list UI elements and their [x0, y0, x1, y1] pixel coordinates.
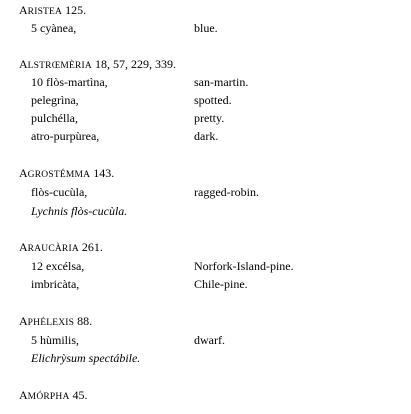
entry-heading	[19, 3, 86, 19]
heading-refs: 18, 57, 229, 339.	[94, 57, 176, 71]
heading-initial: A	[19, 3, 28, 17]
english-name: ragged-robin.	[194, 185, 259, 199]
heading-refs: 125.	[65, 3, 87, 17]
english-name: Norfork-Island-pine.	[194, 259, 294, 273]
entry-heading	[19, 240, 103, 256]
latin-name: 5 hùmilis,	[31, 333, 80, 347]
english-name: Chile-pine.	[194, 277, 248, 291]
heading-refs: 45.	[72, 388, 88, 402]
english-name: dwarf.	[194, 333, 225, 347]
heading-initial: A	[19, 166, 28, 180]
latin-name: flòs-cucùla,	[31, 185, 88, 199]
heading-refs: 88.	[77, 314, 93, 328]
latin-name: 10 flòs-martìna,	[31, 75, 108, 89]
heading-initial: A	[19, 57, 28, 71]
heading-initial: A	[19, 240, 28, 254]
synonym-name: Lychnis flòs-cucùla.	[31, 204, 128, 218]
heading-initial: A	[19, 388, 28, 402]
entry-heading	[19, 314, 92, 330]
english-name: blue.	[194, 21, 218, 35]
heading-name: RISTEA	[27, 7, 63, 17]
heading-refs: 261.	[81, 240, 103, 254]
heading-initial: A	[19, 314, 28, 328]
english-name: san-martin.	[194, 75, 249, 89]
english-name: pretty.	[194, 111, 225, 125]
synonym-name: Elichrỳsum spectábile.	[31, 351, 141, 365]
heading-name: MÓRPHA	[27, 392, 70, 402]
latin-name: pulchélla,	[31, 111, 78, 125]
heading-name: PHÉLEXIS	[27, 318, 75, 328]
english-name: dark.	[194, 129, 219, 143]
latin-name: atro-purpùrea,	[31, 129, 100, 143]
heading-refs: 143.	[93, 166, 115, 180]
latin-name: 5 cyànea,	[31, 21, 77, 35]
entry-heading	[19, 388, 88, 404]
latin-name: imbricàta,	[31, 277, 80, 291]
entry-heading	[19, 166, 114, 182]
heading-name: RAUCÀRIA	[27, 244, 79, 254]
heading-name: GROSTÉMMA	[27, 170, 91, 180]
latin-name: pelegrìna,	[31, 93, 79, 107]
english-name: spotted.	[194, 93, 232, 107]
latin-name: 12 excélsa,	[31, 259, 85, 273]
heading-name: LSTRŒMÈRIA	[27, 61, 92, 71]
entry-heading	[19, 57, 176, 73]
